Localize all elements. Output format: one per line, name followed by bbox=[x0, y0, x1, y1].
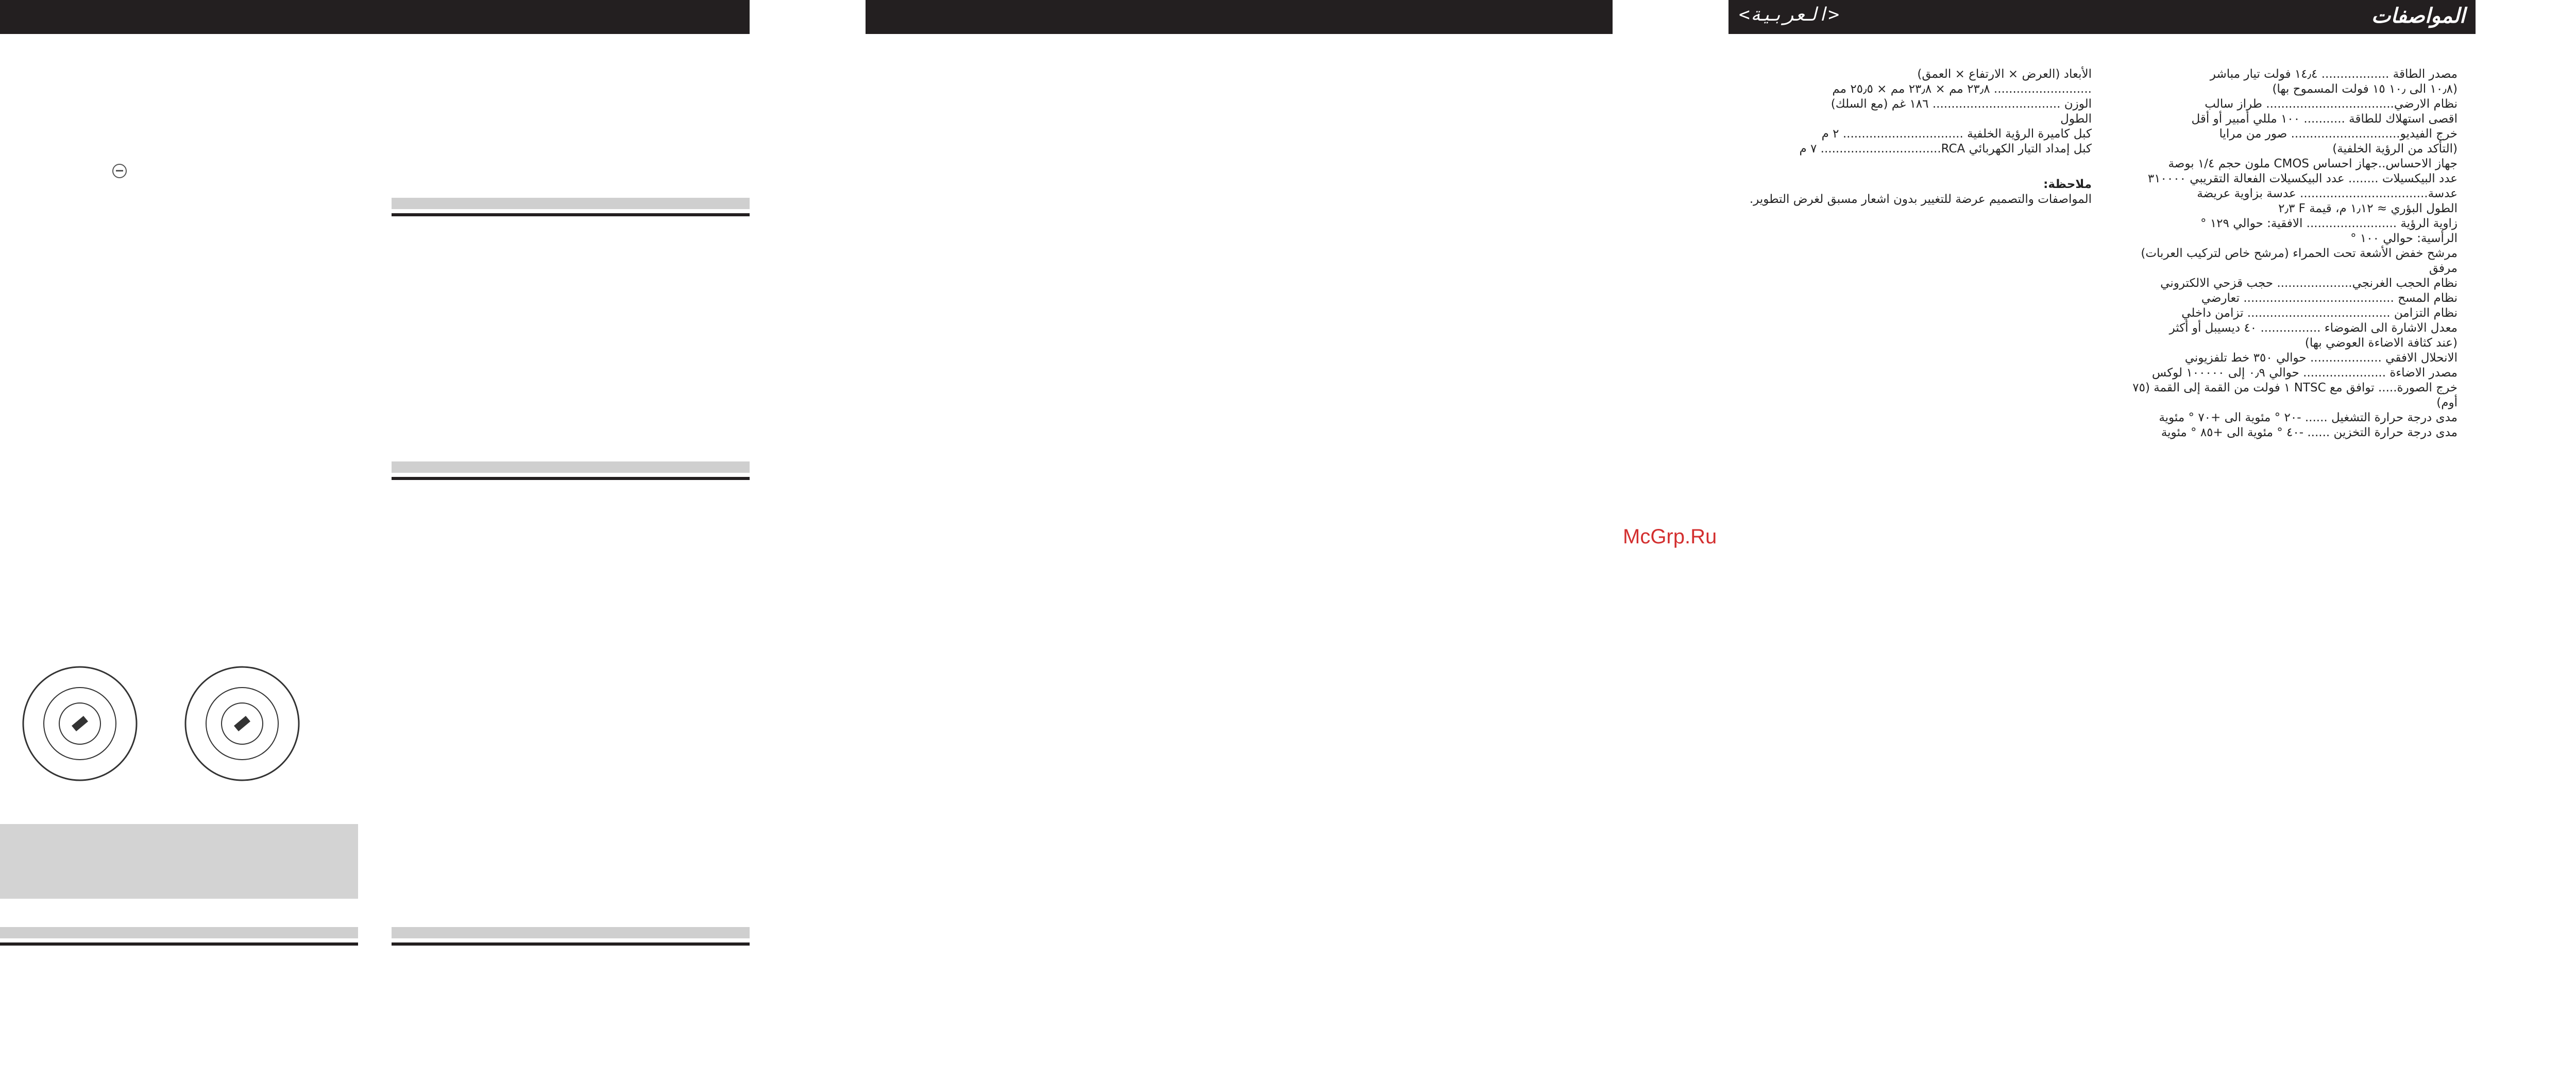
spec-line: عدد البيكسيلات ........ عدد البيكسيلات الفعالة التقريبي ٣١٠٠٠٠ bbox=[2147, 172, 2458, 185]
spec-line: الانحلال الافقي ................... حوالي ٣٥٠ خط تلفزيوني bbox=[2184, 351, 2458, 365]
left-black-rule-3 bbox=[392, 942, 750, 946]
spec-dimension-line: .......................... ٢٣٫٨ مم × ٢٣٫٨ مم × ٢٥٫٥ مم bbox=[1832, 82, 2092, 96]
left-page-header-bar bbox=[0, 0, 750, 34]
spec-line: خرج الصورة..... توافق مع NTSC ١ فولت من القمة إلى القمة (٧٥ أوم) bbox=[2132, 381, 2458, 409]
spec-line: نظام المسح ........................................ تعارضي bbox=[2201, 292, 2458, 305]
left-black-rule-1 bbox=[392, 213, 750, 216]
spec-line: مدى درجة حرارة التخزين ...... -٤٠ ° مئوية الى +٨٥ ° مئوية bbox=[2161, 426, 2458, 439]
ignition-dial-left-b bbox=[183, 664, 301, 783]
left-grey-rule-2 bbox=[392, 461, 750, 473]
watermark-text: McGrp.Ru bbox=[1623, 525, 1717, 548]
spec-line: خرج الفيديو............................. صور من مرايا bbox=[2219, 127, 2458, 141]
spec-notes-text: المواصفات والتصميم عرضة للتغيير بدون اشعار مسبق لغرض التطوير. bbox=[1749, 193, 2092, 206]
spec-column-dimensions bbox=[1731, 67, 2092, 207]
spec-line: مصدر الطاقة .................. ١٤٫٤ فولت تيار مباشر bbox=[2210, 67, 2458, 81]
spec-line: نظام الارضي.................................. طراز سالب bbox=[2205, 97, 2458, 111]
left-grey-box bbox=[0, 824, 358, 899]
left-black-rule-2 bbox=[392, 477, 750, 480]
spec-title: المواصفات bbox=[2371, 4, 2465, 28]
left-grey-rule-1 bbox=[392, 198, 750, 209]
spec-dimension-line: الطول bbox=[2060, 112, 2092, 126]
spec-dimension-line: الوزن .................................. ١٨٦ غم (مع السلك) bbox=[1831, 97, 2092, 111]
spec-line: زاوية الرؤية ........................ الافقية: حوالي ١٢٩ ° bbox=[2200, 217, 2458, 230]
spec-line: عدسة.................................. عدسة بزاوية عريضة bbox=[2197, 187, 2458, 200]
ignition-dial-left-a bbox=[21, 664, 139, 783]
minus-circle-icon bbox=[112, 164, 127, 178]
spec-line: جهاز الاحساس..جهاز احساس CMOS ملون حجم ١/٤ بوصة bbox=[2168, 157, 2458, 170]
spec-line: مدى درجة حرارة التشغيل ...... -٢٠ ° مئوية الى +٧٠ ° مئوية bbox=[2159, 411, 2458, 424]
spec-page-title-bar bbox=[1728, 0, 2476, 34]
spec-dimension-line: كبل إمداد التيار الكهربائي RCA................................ ٧ م bbox=[1799, 142, 2092, 156]
spec-notes-title: ملاحظة: bbox=[2043, 178, 2092, 191]
spec-page-header-bar bbox=[866, 0, 1613, 34]
spec-line: الرأسية: حوالي ١٠٠ ° bbox=[2350, 232, 2458, 245]
spec-line: نظام التزامن ...................................... تزامن داخلي bbox=[2181, 306, 2458, 320]
spec-line: (التأكد من الرؤية الخلفية) bbox=[2332, 142, 2458, 156]
left-grey-rule-3 bbox=[392, 927, 750, 938]
spec-line: (عند كثافة الاضاءة العوضي بها) bbox=[2304, 336, 2458, 350]
spec-line: نظام الحجب الغرنجي.................... حجب قزحي الالكتروني bbox=[2160, 277, 2458, 290]
spec-line: الطول البؤري ≈ ١٫١٢ م، قيمة F ٢٫٣ bbox=[2278, 202, 2458, 215]
spec-line: مصدر الاضاءة ...................... حوالي ٠٫٩ إلى ١٠٠٠٠٠ لوكس bbox=[2151, 366, 2458, 380]
spec-line: معدل الاشارة الى الضوضاء ................ ٤٠ ديسيبل أو أكثر bbox=[2169, 321, 2458, 335]
spec-line: مرفق bbox=[2429, 262, 2458, 275]
spec-dimension-line: الأبعاد (العرض × الارتفاع × العمق) bbox=[1917, 67, 2092, 81]
spec-column-main bbox=[2123, 67, 2458, 440]
spec-lang-tag: <العربية> bbox=[1739, 4, 1840, 25]
spec-line: (١٠٫٨ الى ١٠٫ ١٥ فولت المسموح بها) bbox=[2272, 82, 2458, 96]
spec-dimension-line: كبل كاميرة الرؤية الخلفية ................................ ٢ م bbox=[1821, 127, 2092, 141]
spec-line: مرشح خفض الأشعة تحت الحمراء (مرشح خاص لتركيب العربات) bbox=[2141, 247, 2458, 260]
spec-line: اقصى استهلاك للطاقة ........... ١٠٠ مللي أمبير أو أقل bbox=[2191, 112, 2458, 126]
left-black-rule-4 bbox=[0, 942, 358, 946]
left-grey-rule-4 bbox=[0, 927, 358, 938]
